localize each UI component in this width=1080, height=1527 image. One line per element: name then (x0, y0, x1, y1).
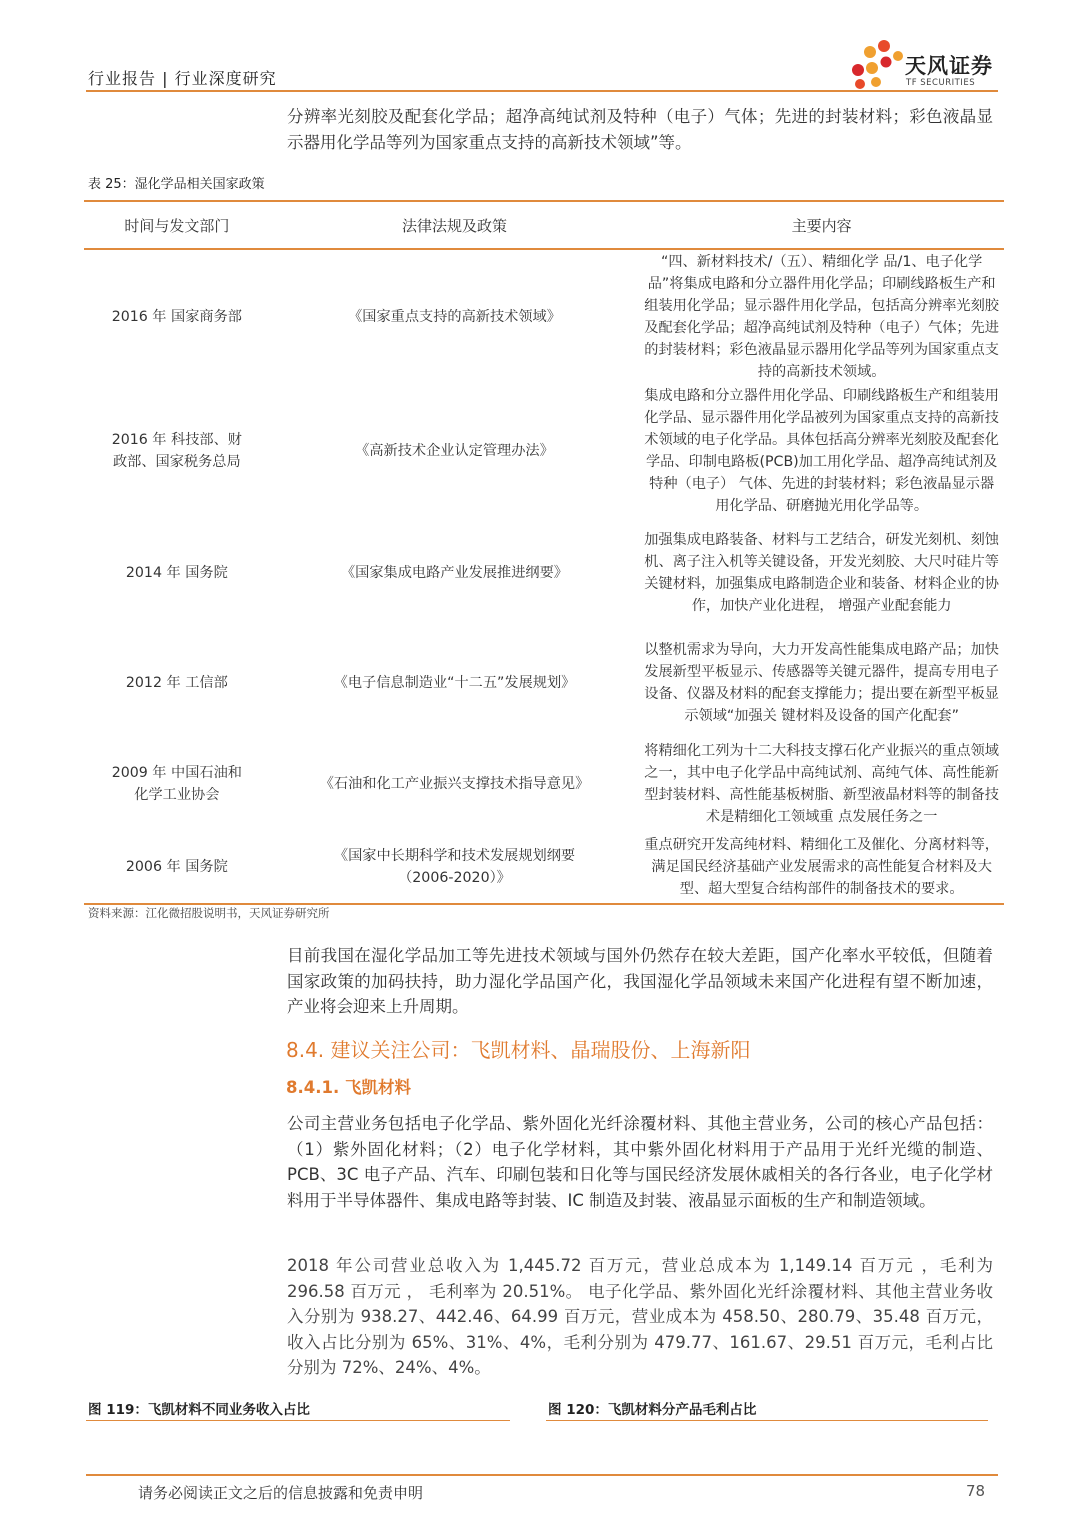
page-number: 78 (966, 1482, 986, 1500)
report-breadcrumb: 行业报告 | 行业深度研究 (88, 69, 277, 88)
table-caption: 表 25：湿化学品相关国家政策 (88, 177, 265, 192)
cell-dept: 2006 年 国务院 (84, 830, 270, 904)
cell-dept: 2016 年 国家商务部 (111, 309, 242, 325)
cell-policy: 《电子信息制造业“十二五”发展规划》 (333, 675, 576, 691)
cell-dept: 2009 年 中国石油和化学工业协会 (111, 765, 242, 803)
table-row (84, 249, 1004, 384)
cell-content: “四、新材料技术/（五）、精细化学 品/1、电子化学品”将集成电路和分立器件用化学品；印刷线路板生产和组装用化学品；显示器件用化学品，包括高分辨率光刻胶及配套化学品；超净高纯试剂及特种（电子）气体；先进的封装材料；彩色液晶显示器用化学品等列为国家重点支持的高新技术领域。 (644, 254, 999, 380)
cell-policy: 《国家重点支持的高新技术领域》 (348, 309, 561, 325)
cell-content: 将精细化工列为十二大科技支撑石化产业振兴的重点领域之一，其中电子化学品中高纯试剂、高纯气体、高性能新型封装材料、高性能基板树脂、新型液晶材料等的制备技术是精细化工领域重 点发展任务之一 (644, 743, 999, 825)
column-header-dept: 时间与发文部门 (84, 201, 270, 249)
figure-120-caption: 图 120：飞凯材料分产品毛利占比 (548, 1402, 757, 1418)
cell-policy: 《国家集成电路产业发展推进纲要》 (340, 565, 568, 581)
footer-disclaimer: 请务必阅读正文之后的信息披露和免责申明 (138, 1484, 424, 1502)
paragraph-localization: 目前我国在湿化学品加工等先进技术领域与国外仍然存在较大差距，国产化率水平较低，但随着国家政策的加码扶持，助力湿化学品国产化，我国湿化学品领域未来国产化进程有望不断加速，产业将会迎来上升周期。 (287, 946, 993, 1017)
cell-content: 以整机需求为导向，大力开发高性能集成电路产品；加快发展新型平板显示、传感器等关键元器件，提高专用电子设备、仪器及材料的配套支撑能力；提出要在新型平板显示领域“加强关 键材料及设备的国产化配套” (644, 642, 999, 724)
table-row (84, 830, 1004, 904)
table-row (84, 518, 1004, 628)
header-divider (86, 90, 998, 92)
cell-dept: 2014 年 国务院 (125, 565, 228, 581)
paragraph-financial: 2018 年公司营业总收入为 1,445.72 百万元，营业总成本为 1,149.14 百万元 ，毛利为 296.58 百万元 ， 毛利率为 20.51%。 电子化学品、紫外固化光纤涂覆材料、其他主营业务收入分别为 938.27、442.46、64.99 百万元，营业成本为 458.50、280.79、35.48 百万元，收入占比分别为 65%、31%、4%，毛利分别为 479.77、161.67、29.51 百万元，毛利占比分别为 72%、24%、4%。 (287, 1256, 993, 1378)
table-row (84, 628, 1004, 738)
policy-table (84, 200, 1004, 905)
cell-content: 重点研究开发高纯材料、精细化工及催化、分离材料等，满足国民经济基础产业发展需求的高性能复合材料及大型、超大型复合结构部件的制备技术的要求。 (639, 830, 1004, 904)
table-source: 资料来源：江化微招股说明书，天风证券研究所 (88, 906, 330, 920)
intro-paragraph: 分辨率光刻胶及配套化学品；超净高纯试剂及特种（电子）气体；先进的封装材料；彩色液晶显示器用化学品等列为国家重点支持的高新技术领域”等。 (287, 107, 993, 152)
brand-name: 天风证券 (905, 54, 993, 78)
cell-content: 加强集成电路装备、材料与工艺结合，研发光刻机、刻蚀机、离子注入机等关键设备，开发光刻胶、大尺吋硅片等关键材料，加强集成电路制造企业和装备、材料企业的协作，加快产业化进程， 增强产业配套能力 (644, 532, 999, 614)
section-heading-8-4-1: 8.4.1. 飞凯材料 (286, 1078, 411, 1097)
brand-sub: TF SECURITIES (906, 78, 976, 88)
figure-119-divider (86, 1420, 510, 1421)
column-header-policy: 法律法规及政策 (270, 201, 640, 249)
cell-dept: 2012 年 工信部 (125, 675, 228, 691)
column-header-content: 主要内容 (639, 201, 1004, 249)
table-row (84, 384, 1004, 518)
figure-119-caption: 图 119：飞凯材料不同业务收入占比 (88, 1402, 310, 1418)
footer-divider (86, 1474, 998, 1476)
cell-policy: 《石油和化工产业振兴支撑技术指导意见》 (319, 776, 590, 792)
table-row (84, 738, 1004, 830)
paragraph-business: 公司主营业务包括电子化学品、紫外固化光纤涂覆材料、其他主营业务，公司的核心产品包括：（1）紫外固化材料；（2）电子化学材料，其中紫外固化材料用于产品用于光纤光缆的制造、PCB、3C 电子产品、汽车、印刷包装和日化等与国民经济发展休戚相关的各行各业，电子化学材料用于半导体器件、集成电路等封装、IC 制造及封装、液晶显示面板的生产和制造领域。 (287, 1114, 993, 1210)
cell-dept: 2016 年 科技部、财政部、国家税务总局 (111, 432, 242, 470)
table-header-row (84, 201, 1004, 249)
section-heading-8-4: 8.4. 建议关注公司：飞凯材料、晶瑞股份、上海新阳 (286, 1038, 751, 1062)
figure-120-divider (546, 1420, 988, 1421)
cell-policy: 《国家中长期科学和技术发展规划纲要（2006-2020）》 (270, 830, 640, 904)
cell-content: 集成电路和分立器件用化学品、印刷线路板生产和组装用化学品、显示器件用化学品被列为国家重点支持的高新技术领域的电子化学品。具体包括高分辨率光刻胶及配套化学品、印制电路板(PCB)加工用化学品、超净高纯试剂及特种（电子） 气体、先进的封装材料；彩色液晶显示器用化学品、研磨抛光用化学品等。 (644, 388, 999, 514)
cell-policy: 《高新技术企业认定管理办法》 (355, 443, 554, 459)
